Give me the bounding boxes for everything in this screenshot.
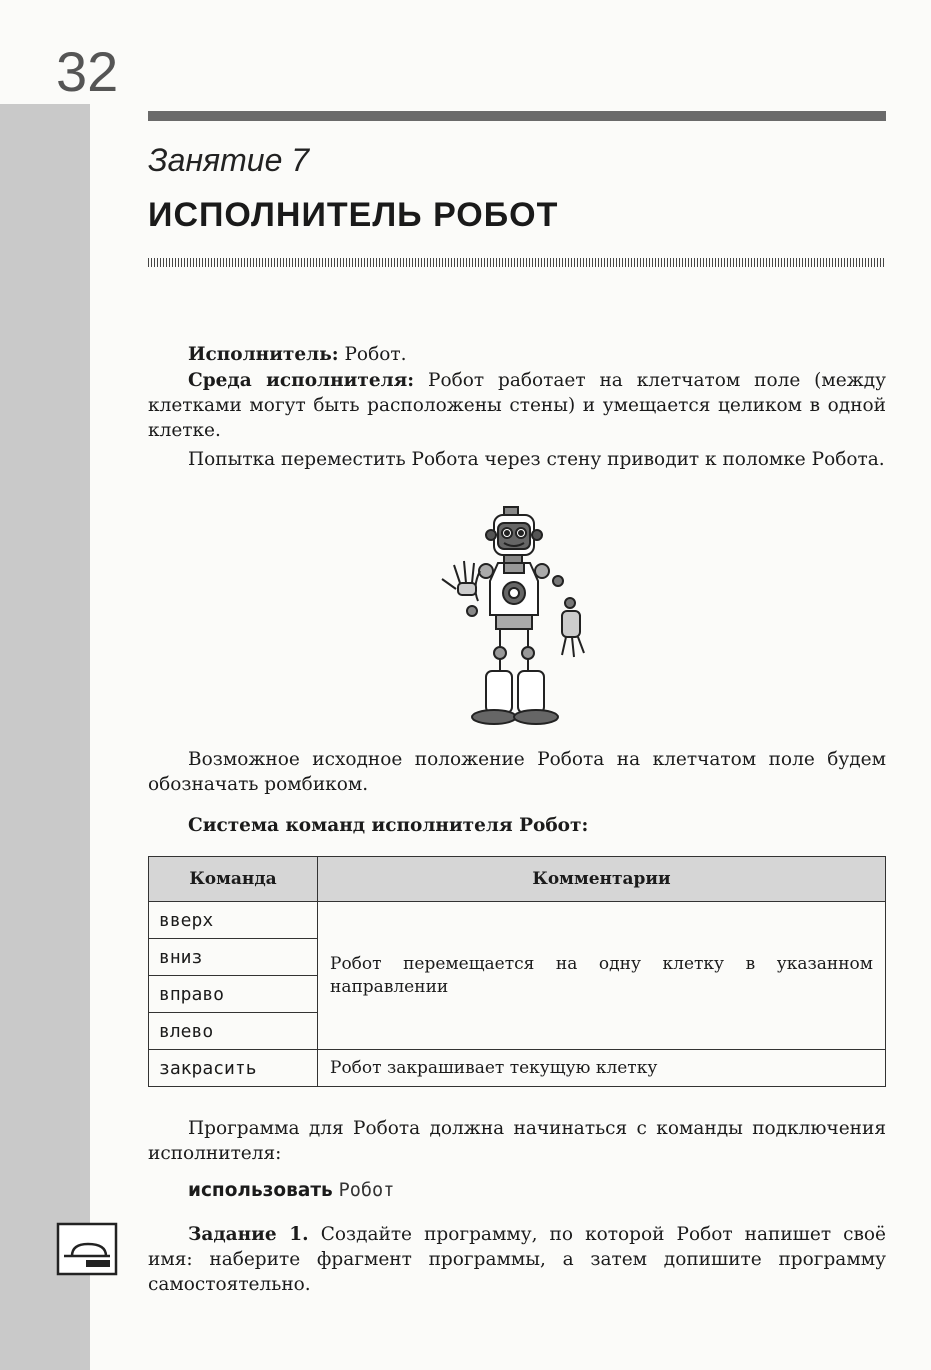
environment-text: Робот работает на клетчатом поле (между клетками могут быть расположены стены) и умещается целиком в одной клетке. — [148, 370, 887, 441]
table-row — [149, 1050, 886, 1087]
command-table — [148, 856, 886, 1087]
paint-comment: Робот закрашивает текущую клетку — [318, 1050, 886, 1087]
move-comment: Робот перемещается на одну клетку в указанном направлении — [318, 902, 886, 1050]
command-right: вправо — [149, 976, 318, 1013]
code-line — [188, 1180, 394, 1201]
environment-paragraph — [148, 368, 886, 443]
command-left: влево — [149, 1013, 318, 1050]
command-paint: закрасить — [149, 1050, 318, 1087]
header-comment: Комментарии — [318, 857, 886, 902]
task-label: Задание 1. — [188, 1224, 309, 1245]
environment-label: Среда исполнителя: — [188, 370, 415, 391]
program-paragraph: Программа для Робота должна начинаться с команды подключения исполнителя: — [148, 1118, 886, 1164]
page-number: 32 — [56, 40, 119, 103]
hatch-divider — [148, 258, 886, 267]
wall-paragraph: Попытка переместить Робота через стену приводит к поломке Робота. — [188, 449, 885, 470]
lesson-label: Занятие 7 — [148, 142, 310, 178]
code-argument: Робот — [338, 1180, 395, 1201]
table-row — [149, 902, 886, 939]
robot-illustration — [436, 505, 586, 727]
executor-label: Исполнитель: — [188, 344, 339, 365]
command-system-title: Система команд исполнителя Робот: — [188, 815, 589, 836]
margin-bar — [0, 104, 90, 1370]
top-rule — [148, 111, 886, 121]
start-position-paragraph: Возможное исходное положение Робота на клетчатом поле будем обозначать ромбиком. — [148, 749, 886, 795]
header-command: Команда — [149, 857, 318, 902]
command-down: вниз — [149, 939, 318, 976]
lesson-title: ИСПОЛНИТЕЛЬ РОБОТ — [148, 196, 559, 234]
executor-value: Робот. — [344, 344, 407, 365]
code-keyword: использовать — [188, 1180, 333, 1201]
task-text: Создайте программу, по которой Робот напишет своё имя: наберите фрагмент программы, а затем допишите программу самостоятельно. — [148, 1224, 886, 1295]
table-header-row — [149, 857, 886, 902]
command-up: вверх — [149, 902, 318, 939]
executor-paragraph — [148, 342, 886, 367]
computer-mouse-icon — [56, 1222, 118, 1276]
task-paragraph — [148, 1222, 886, 1297]
